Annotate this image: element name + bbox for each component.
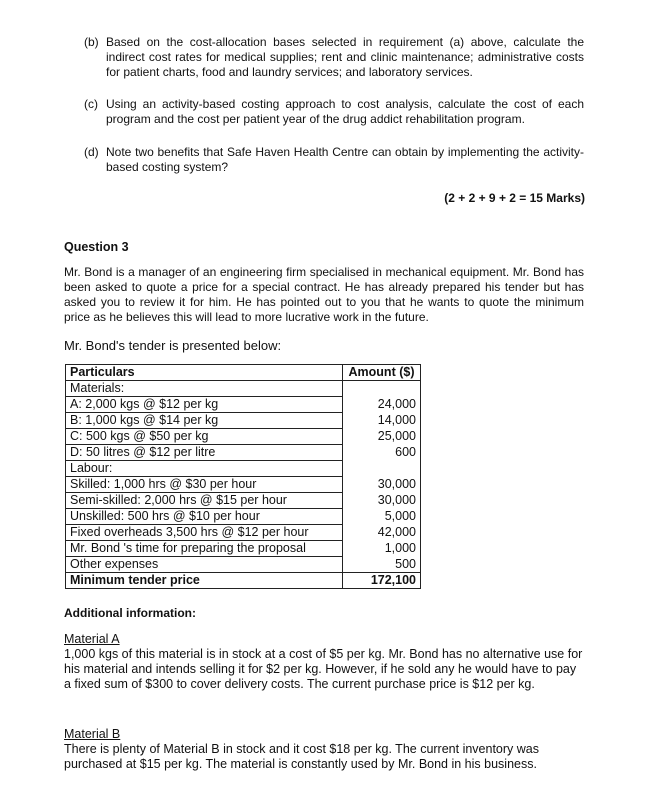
part-label: (d) xyxy=(84,145,99,159)
total-row xyxy=(66,573,421,589)
part-text: Based on the cost-allocation bases selected in requirement (a) above, calculate the indirect cost rates for medical supplies; rent and clinic maintenance; administrative costs for patient charts, food and laundry services; and laboratory services. xyxy=(106,35,584,79)
labour-label: Labour: xyxy=(66,461,343,477)
marks-allocation: (2 + 2 + 9 + 2 = 15 Marks) xyxy=(444,191,585,205)
header-particulars: Particulars xyxy=(66,365,343,381)
table-row xyxy=(66,557,421,573)
row-amount: 42,000 xyxy=(343,525,421,541)
table-row xyxy=(66,493,421,509)
part-label: (b) xyxy=(84,35,99,49)
row-amount: 1,000 xyxy=(343,541,421,557)
part-text: Note two benefits that Safe Haven Health Centre can obtain by implementing the activity-based costing system? xyxy=(106,145,584,174)
material-a-title: Material A xyxy=(64,632,120,646)
row-item: Fixed overheads 3,500 hrs @ $12 per hour xyxy=(66,525,343,541)
table-row xyxy=(66,429,421,445)
row-amount: 24,000 xyxy=(343,397,421,413)
row-item: B: 1,000 kgs @ $14 per kg xyxy=(66,413,343,429)
question-part-b xyxy=(84,35,584,80)
row-item: Unskilled: 500 hrs @ $10 per hour xyxy=(66,509,343,525)
total-amount: 172,100 xyxy=(343,573,421,589)
row-item: D: 50 litres @ $12 per litre xyxy=(66,445,343,461)
table-row xyxy=(66,413,421,429)
table-header-row xyxy=(66,365,421,381)
table-row xyxy=(66,525,421,541)
question-3-title: Question 3 xyxy=(64,240,129,254)
material-b-text: There is plenty of Material B in stock and it cost $18 per kg. The current inventory was purchased at $15 per kg. The material is constantly used by Mr. Bond in his business. xyxy=(64,742,539,771)
row-item: Other expenses xyxy=(66,557,343,573)
table-row xyxy=(66,461,421,477)
table-row xyxy=(66,509,421,525)
tender-intro: Mr. Bond's tender is presented below: xyxy=(64,338,282,353)
row-item: Skilled: 1,000 hrs @ $30 per hour xyxy=(66,477,343,493)
question-part-d xyxy=(84,145,584,175)
table-row xyxy=(66,397,421,413)
row-item: Semi-skilled: 2,000 hrs @ $15 per hour xyxy=(66,493,343,509)
row-amount: 500 xyxy=(343,557,421,573)
part-label: (c) xyxy=(84,97,98,111)
tender-table xyxy=(65,364,421,589)
row-item: A: 2,000 kgs @ $12 per kg xyxy=(66,397,343,413)
table-row xyxy=(66,381,421,397)
materials-label: Materials: xyxy=(66,381,343,397)
table-row xyxy=(66,477,421,493)
row-amount: 14,000 xyxy=(343,413,421,429)
table-row xyxy=(66,445,421,461)
material-a-text: 1,000 kgs of this material is in stock at a cost of $5 per kg. Mr. Bond has no alternative use for his material and intends selling it for $2 per kg. However, if he sold any he would have to pay a fixed sum of $300 to cover delivery costs. The current purchase price is $12 per kg. xyxy=(64,647,583,691)
table-row xyxy=(66,541,421,557)
row-item: Mr. Bond 's time for preparing the proposal xyxy=(66,541,343,557)
row-item: C: 500 kgs @ $50 per kg xyxy=(66,429,343,445)
row-amount: 30,000 xyxy=(343,493,421,509)
material-b-title: Material B xyxy=(64,727,121,741)
row-amount: 30,000 xyxy=(343,477,421,493)
question-3-intro: Mr. Bond is a manager of an engineering firm specialised in mechanical equipment. Mr. Bond has been asked to quote a price for a special contract. He has already prepared his tender but has asked you to review it for him. He has pointed out to you that he wants to quote the minimum price as he believes this will lead to more lucrative work in the future. xyxy=(64,265,584,324)
total-label: Minimum tender price xyxy=(66,573,343,589)
row-amount: 5,000 xyxy=(343,509,421,525)
additional-info-heading: Additional information: xyxy=(64,606,196,620)
row-amount: 25,000 xyxy=(343,429,421,445)
row-amount: 600 xyxy=(343,445,421,461)
header-amount: Amount ($) xyxy=(343,365,421,381)
part-text: Using an activity-based costing approach to cost analysis, calculate the cost of each program and the cost per patient year of the drug addict rehabilitation program. xyxy=(106,97,584,126)
question-part-c xyxy=(84,97,584,127)
